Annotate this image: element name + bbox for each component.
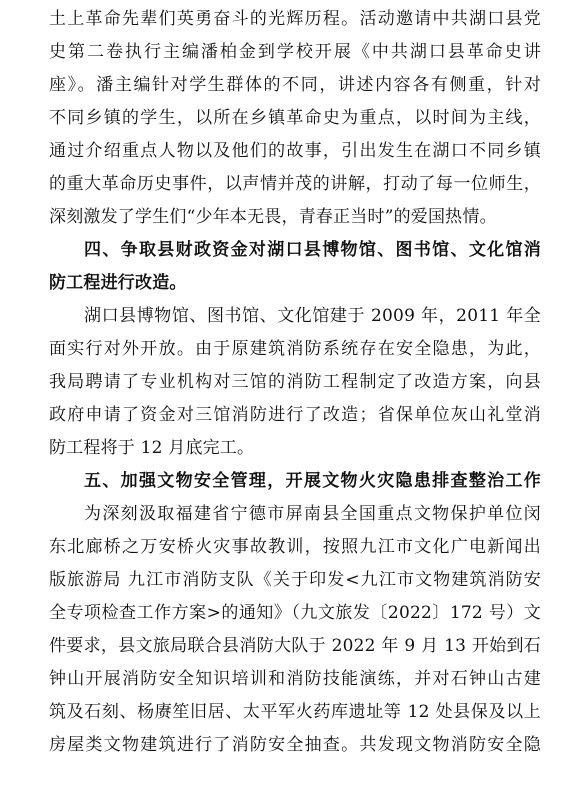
paragraph-line: 全专项检查工作方案>的通知》（九文旅发〔2022〕172 号）文 — [49, 603, 541, 623]
paragraph-line: 深刻激发了学生们“少年本无畏，青春正当时”的爱国热情。 — [49, 207, 497, 227]
paragraph-line: 房屋类文物建筑进行了消防安全抽查。共发现文物消防安全隐 — [49, 735, 541, 755]
paragraph-line: 的重大革命历史事件，以声情并茂的讲解，打动了每一位师生， — [49, 174, 541, 194]
paragraph-line: 钟山开展消防安全知识培训和消防技能演练，并对石钟山古建 — [49, 669, 541, 689]
paragraph-line: 土上革命先辈们英勇奋斗的光辉历程。活动邀请中共湖口县党 — [49, 9, 541, 29]
paragraph-line: 东北廊桥之万安桥火灾事故教训，按照九江市文化广电新闻出 — [49, 537, 541, 557]
paragraph-line: 我局聘请了专业机构对三馆的消防工程制定了改造方案，向县 — [49, 372, 541, 392]
paragraph-line: 防工程将于 12 月底完工。 — [49, 438, 255, 458]
heading-line: 四、争取县财政资金对湖口县博物馆、图书馆、文化馆消 — [84, 240, 541, 260]
paragraph-line: 筑及石刻、杨赓笙旧居、太平军火药库遗址等 12 处县保及以上 — [49, 702, 541, 722]
paragraph-line: 史第二卷执行主编潘柏金到学校开展《中共湖口县革命史讲 — [49, 42, 541, 62]
paragraph-line: 湖口县博物馆、图书馆、文化馆建于 2009 年，2011 年全 — [84, 306, 541, 326]
section-5-heading: 五、加强文物安全管理，开展文物火灾隐患排查整治工作 — [84, 471, 541, 491]
paragraph-line: 座》。潘主编针对学生群体的不同，讲述内容各有侧重，针对 — [49, 75, 541, 95]
paragraph-line: 面实行对外开放。由于原建筑消防系统存在安全隐患，为此， — [49, 339, 541, 359]
paragraph-line: 通过介绍重点人物以及他们的故事，引出发生在湖口不同乡镇 — [49, 141, 541, 161]
paragraph-line: 版旅游局 九江市消防支队《关于印发<九江市文物建筑消防安 — [49, 570, 541, 590]
paragraph-line: 件要求，县文旅局联合县消防大队于 2022 年 9 月 13 开始到石 — [49, 636, 541, 656]
paragraph-line: 政府申请了资金对三馆消防进行了改造；省保单位灰山礼堂消 — [49, 405, 541, 425]
paragraph-line: 不同乡镇的学生，以所在乡镇革命史为重点，以时间为主线， — [49, 108, 541, 128]
paragraph-line: 为深刻汲取福建省宁德市屏南县全国重点文物保护单位闵 — [84, 504, 541, 524]
heading-line: 防工程进行改造。 — [49, 273, 187, 293]
